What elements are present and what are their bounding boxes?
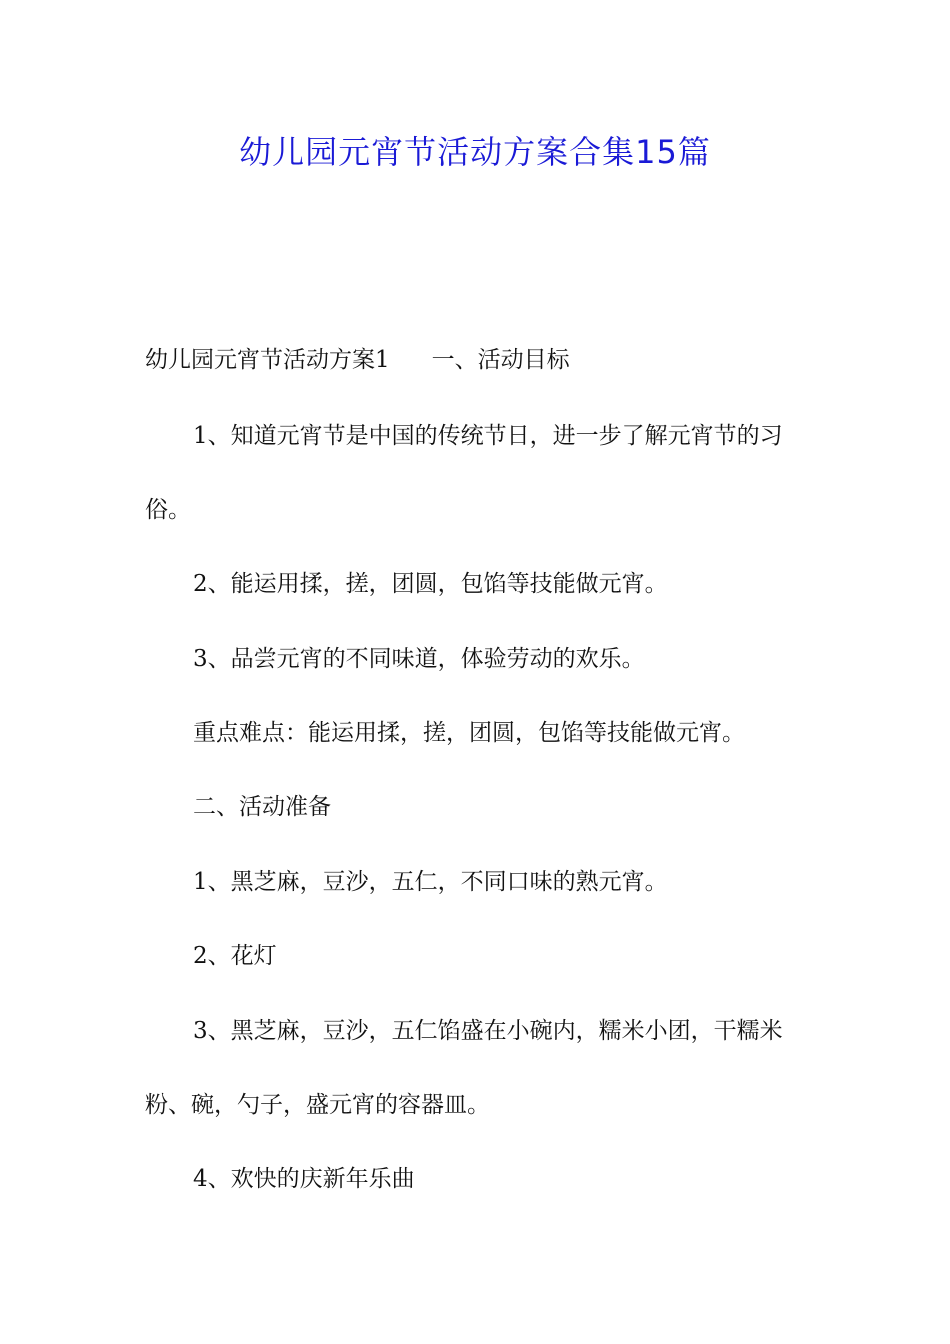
paragraph-line: 2、花灯 (193, 943, 277, 969)
paragraph-line: 俗。 (145, 497, 191, 523)
section-heading: 幼儿园元宵节活动方案1 (145, 347, 390, 373)
paragraph-line: 二、活动准备 (193, 794, 331, 820)
paragraph-line: 1、知道元宵节是中国的传统节日，进一步了解元宵节的习 (193, 423, 783, 449)
section-subheading: 一、活动目标 (431, 347, 570, 373)
section-heading-line (145, 344, 570, 376)
document-title: 幼儿园元宵节活动方案合集15篇 (239, 133, 711, 171)
paragraph-line: 2、能运用揉，搓，团圆，包馅等技能做元宵。 (193, 571, 668, 597)
paragraph-line: 重点难点：能运用揉，搓，团圆，包馅等技能做元宵。 (193, 720, 745, 746)
paragraph-line: 1、黑芝麻，豆沙，五仁，不同口味的熟元宵。 (193, 869, 668, 895)
paragraph-line: 3、品尝元宵的不同味道，体验劳动的欢乐。 (193, 646, 645, 672)
paragraph-line: 4、欢快的庆新年乐曲 (193, 1166, 415, 1192)
paragraph-line: 粉、碗，勺子，盛元宵的容器皿。 (145, 1092, 490, 1118)
paragraph-line: 3、黑芝麻，豆沙，五仁馅盛在小碗内，糯米小团，干糯米 (193, 1018, 783, 1044)
